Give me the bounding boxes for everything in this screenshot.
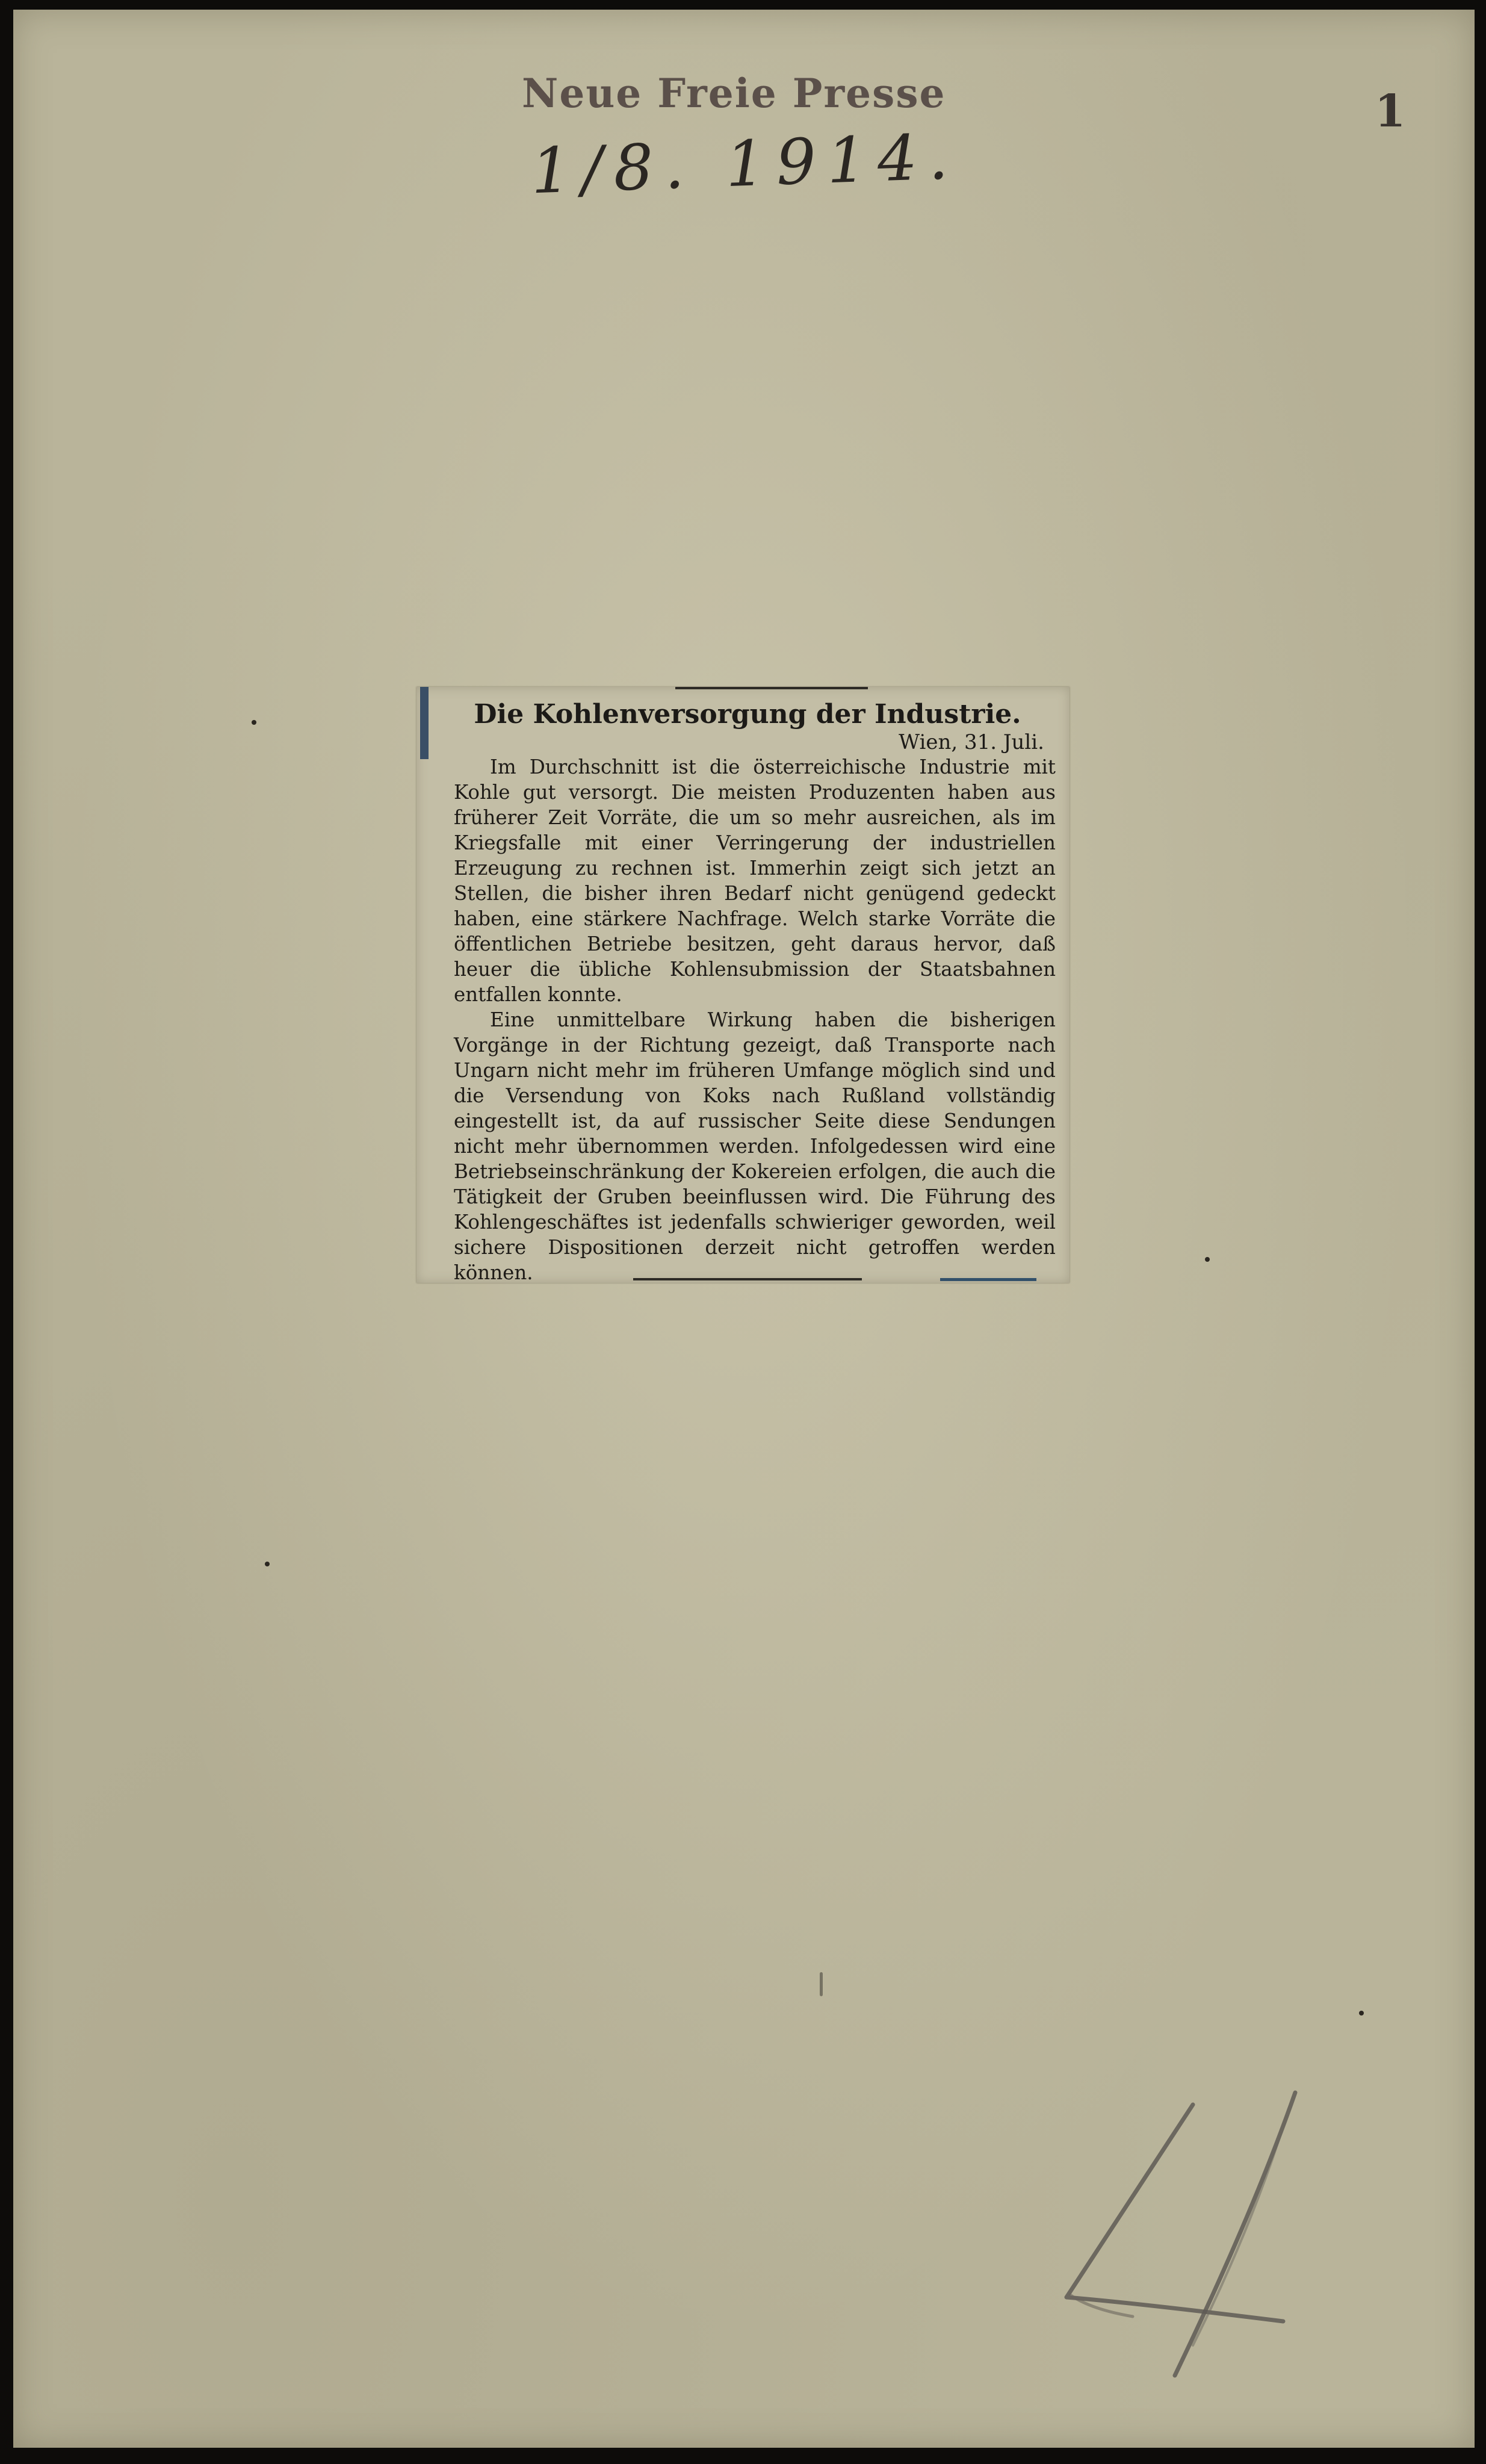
paper-speck bbox=[820, 1972, 823, 1996]
clipping-blue-edge bbox=[420, 687, 429, 759]
paper-speck bbox=[1359, 2011, 1364, 2016]
archive-sheet bbox=[13, 10, 1475, 2448]
handwritten-date: 1/8. 1914. bbox=[530, 119, 961, 208]
article-body bbox=[454, 754, 1056, 1285]
clipping-bottom-blue-rule bbox=[940, 1278, 1036, 1281]
clipping-bottom-rule bbox=[633, 1278, 862, 1280]
pencil-number-four bbox=[1054, 2081, 1307, 2382]
newspaper-masthead: Neue Freie Presse bbox=[522, 70, 946, 117]
paper-speck bbox=[1205, 1257, 1210, 1262]
paper-speck bbox=[252, 720, 256, 725]
article-dateline: Wien, 31. Juli. bbox=[899, 730, 1044, 754]
article-paragraph: Im Durchschnitt ist die österreichische Industrie mit Kohle gut versorgt. Die meisten Produzenten haben aus früherer Zeit Vorräte, die um so mehr ausreichen, als im Kriegsfalle mit einer Verringerung der industriellen Erzeugung zu rechnen ist. Immerhin zeigt sich jetzt an Stellen, die bisher ihren Bedarf nicht genügend gedeckt haben, eine stärkere Nachfrage. Welch starke Vorräte die öffentlichen Betriebe besitzen, geht daraus hervor, daß heuer die übliche Kohlensubmission der Staatsbahnen entfallen konnte. bbox=[454, 756, 1056, 1006]
page-number: 1 bbox=[1375, 85, 1406, 137]
paper-speck bbox=[265, 1562, 270, 1566]
article-paragraph: Eine unmittelbare Wirkung haben die bisherigen Vorgänge in der Richtung gezeigt, daß Transporte nach Ungarn nicht mehr im früheren Umfange möglich sind und die Versendung von Koks nach Rußland vollständig eingestellt ist, da auf russischer Seite diese Sendungen nicht mehr übernommen werden. Infolgedessen wird eine Betriebseinschränkung der Kokereien erfolgen, die auch die Tätigkeit der Gruben beeinflussen wird. Die Führung des Kohlengeschäftes ist jedenfalls schwieriger geworden, weil sichere Dispositionen derzeit nicht getroffen werden können. bbox=[454, 1008, 1056, 1284]
article-title: Die Kohlenversorgung der Industrie. bbox=[474, 699, 1021, 730]
newspaper-clipping bbox=[416, 687, 1070, 1283]
clipping-top-rule bbox=[675, 687, 868, 689]
